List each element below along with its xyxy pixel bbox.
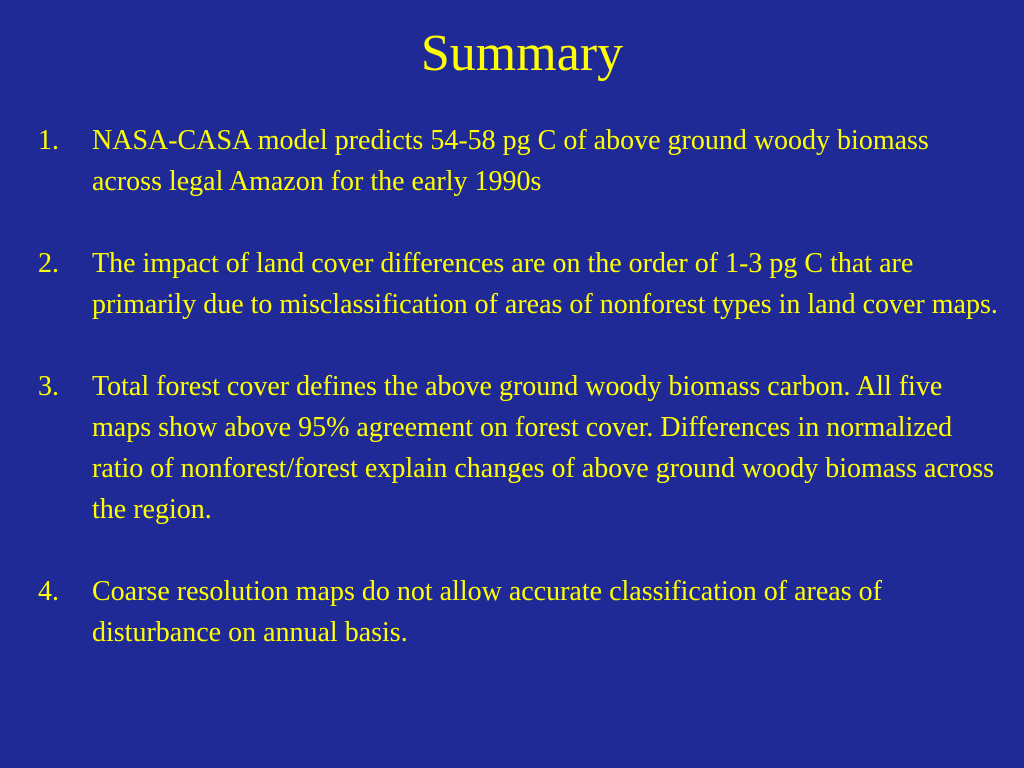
item-text: Total forest cover defines the above ground woody biomass carbon. All five maps show above 95% agreement on forest cover. Differences in normalized ratio of nonforest/forest explain changes of above ground woody biomass across the region. [92,371,994,525]
item-text: NASA-CASA model predicts 54-58 pg C of above ground woody biomass across legal Amazon for the early 1990s [92,125,929,197]
item-number: 3. [38,371,59,402]
summary-item-4 [38,571,998,653]
summary-item-1 [38,120,998,202]
summary-list [38,120,998,694]
summary-item-2 [38,243,998,325]
item-text: The impact of land cover differences are on the order of 1-3 pg C that are primarily due to misclassification of areas of nonforest types in land cover maps. [92,248,998,320]
summary-item-3 [38,366,998,530]
item-number: 1. [38,125,59,156]
item-number: 2. [38,248,59,279]
slide-title: Summary [420,25,624,82]
item-text: Coarse resolution maps do not allow accurate classification of areas of disturbance on annual basis. [92,576,882,648]
item-number: 4. [38,576,59,607]
